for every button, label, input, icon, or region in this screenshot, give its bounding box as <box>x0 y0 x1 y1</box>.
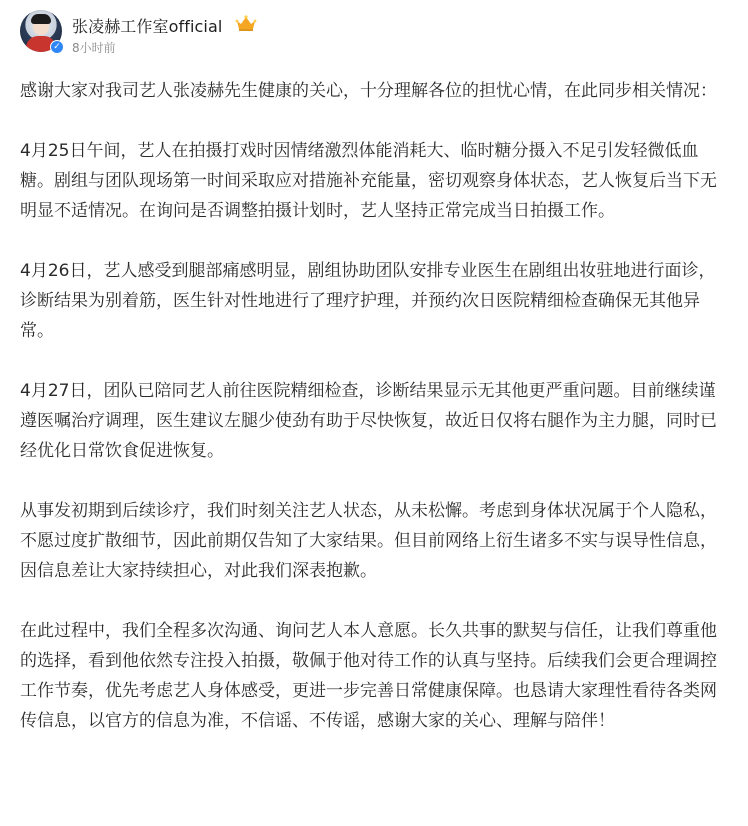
post-paragraph: 4月26日，艺人感受到腿部痛感明显，剧组协助团队安排专业医生在剧组出妆驻地进行面诊，诊断结果为别着筋，医生针对性地进行了理疗护理，并预约次日医院精细检查确保无其他异常。 <box>20 261 716 341</box>
post-body <box>20 76 732 736</box>
post-header <box>14 8 734 60</box>
avatar-hair <box>31 14 51 24</box>
verified-badge-icon: ✓ <box>50 40 64 54</box>
post-paragraph: 感谢大家对我司艺人张凌赫先生健康的关心，十分理解各位的担忧心情，在此同步相关情况： <box>20 81 717 101</box>
post-paragraph: 4月25日午间，艺人在拍摄打戏时因情绪激烈体能消耗大、临时糖分摄入不足引发轻微低血糖。剧组与团队现场第一时间采取应对措施补充能量，密切观察身体状态，艺人恢复后当下无明显不适情况。在询问是否调整拍摄计划时，艺人坚持正常完成当日拍摄工作。 <box>20 141 717 221</box>
crown-icon <box>235 14 257 32</box>
post-paragraph: 在此过程中，我们全程多次沟通、询问艺人本人意愿。长久共事的默契与信任，让我们尊重他的选择，看到他依然专注投入拍摄，敬佩于他对待工作的认真与坚持。后续我们会更合理调控工作节奏，优先考虑艺人身体感受，更进一步完善日常健康保障。也恳请大家理性看待各类网传信息，以官方的信息为准，不信谣、不传谣，感谢大家的关心、理解与陪伴！ <box>20 621 717 731</box>
post-time: 8小时前 <box>72 41 116 55</box>
author-name[interactable]: 张凌赫工作室official <box>72 17 223 36</box>
post-paragraph: 从事发初期到后续诊疗，我们时刻关注艺人状态，从未松懈。考虑到身体状况属于个人隐私，不愿过度扩散细节，因此前期仅告知了大家结果。但目前网络上衍生诸多不实与误导性信息，因信息差让大家持续担心，对此我们深表抱歉。 <box>20 501 717 581</box>
post-paragraph: 4月27日，团队已陪同艺人前往医院精细检查，诊断结果显示无其他更严重问题。目前继续谨遵医嘱治疗调理，医生建议左腿少使劲有助于尽快恢复，故近日仅将右腿作为主力腿，同时已经优化日常饮食促进恢复。 <box>20 381 717 461</box>
